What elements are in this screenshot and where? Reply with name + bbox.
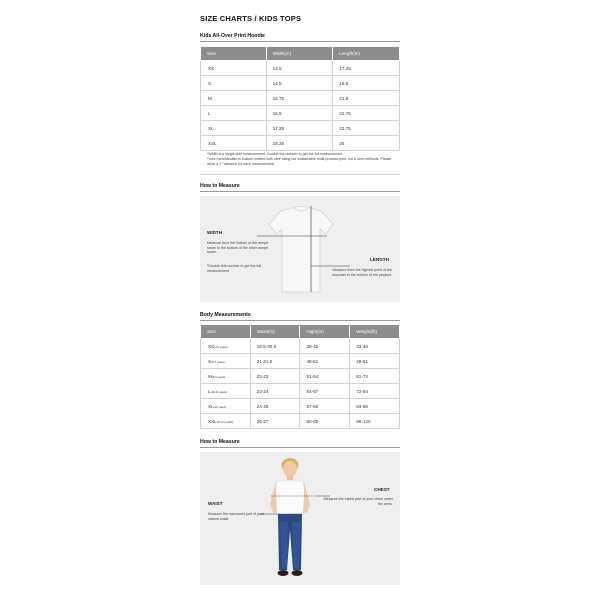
table-cell: M	[201, 91, 267, 106]
table-row	[201, 76, 400, 91]
size-label: S	[208, 358, 212, 364]
chest-heading: CHEST	[374, 487, 390, 492]
table-cell	[201, 399, 251, 414]
width-heading: WIDTH	[207, 230, 223, 235]
table-header: Size	[201, 325, 251, 339]
table-cell: 51-54	[300, 369, 350, 384]
table-cell: 17.25	[266, 121, 333, 136]
table-cell	[201, 354, 251, 369]
table-cell: 21.5	[333, 91, 400, 106]
table-header: Length(in)	[333, 47, 400, 61]
table-cell: 16.5	[266, 106, 333, 121]
table-cell: 24-25	[250, 399, 300, 414]
table-cell: 61-72	[350, 369, 400, 384]
table-cell: 17.25	[333, 61, 400, 76]
length-text: Measure from the highest point of the shoulder to the bottom of the product.	[332, 268, 392, 277]
size-label: M	[208, 373, 212, 379]
age-label: (4-5 years)	[214, 344, 228, 349]
table-cell: 25-27	[250, 414, 300, 429]
size-label: XL	[208, 403, 214, 409]
body-measurements-table	[200, 324, 400, 429]
note-line: *Width is a single side measurement. Double the number to get the full measurement.	[207, 152, 344, 156]
table-cell: 14.5	[266, 76, 333, 91]
table-cell: L	[201, 106, 267, 121]
table-cell: 60-65	[300, 414, 350, 429]
table-cell: 22.75	[333, 106, 400, 121]
how-to-measure-body-title: How to Measure	[200, 439, 240, 445]
table-header: Waist(in)	[250, 325, 300, 339]
age-label: (8-9 years)	[211, 374, 226, 379]
table-cell: S	[201, 76, 267, 91]
table-row	[201, 61, 400, 76]
table-cell	[201, 384, 251, 399]
waist-heading: WAIST	[208, 501, 223, 506]
how-to-measure-title: How to Measure	[200, 183, 240, 189]
table-header: Hight(in)	[300, 325, 350, 339]
table-row	[201, 399, 400, 414]
waist-text: Measure the narrowest part of your natural waist.	[208, 512, 264, 521]
hoodie-notes	[207, 152, 392, 167]
table-row	[201, 414, 400, 429]
table-cell	[201, 369, 251, 384]
table-cell: 96-120	[350, 414, 400, 429]
table-row	[201, 106, 400, 121]
table-row	[201, 91, 400, 106]
note-line: *Your merchandise is custom crafted with care using our sustainable multi-process print, cut & sew methods. Please allow a 1" variance for each measurement.	[207, 157, 392, 166]
length-heading: LENGTH	[370, 257, 389, 262]
size-label: XXL	[208, 418, 217, 424]
table-cell: 39-45	[300, 339, 350, 354]
table-cell: 84-96	[350, 399, 400, 414]
hoodie-size-table	[200, 46, 400, 151]
table-header: Width(in)	[266, 47, 333, 61]
table-cell: 19.5	[333, 76, 400, 91]
table-row	[201, 121, 400, 136]
table-cell: 18.25	[266, 136, 333, 151]
table-row	[201, 354, 400, 369]
age-label: (13-14 years)	[216, 419, 234, 424]
table-row	[201, 384, 400, 399]
width-note: *Double this number to get the full measurement.	[207, 264, 262, 273]
table-cell	[201, 414, 251, 429]
hoodie-section-title: Kids All-Over Print Hoodie	[200, 33, 265, 39]
size-label: XS	[208, 343, 215, 349]
table-cell: 22-23	[250, 369, 300, 384]
divider	[200, 191, 400, 192]
table-cell: 48-51	[300, 354, 350, 369]
age-label: (12 years)	[213, 404, 227, 409]
table-cell: 33-48	[350, 339, 400, 354]
table-cell: 25	[333, 136, 400, 151]
table-cell: 23-24	[250, 384, 300, 399]
age-label: (6-7 years)	[211, 359, 225, 364]
divider	[200, 41, 400, 42]
body-measure-panel	[200, 452, 400, 585]
age-label: (10-11 years)	[210, 389, 227, 394]
table-cell: 72-84	[350, 384, 400, 399]
table-row	[201, 369, 400, 384]
table-header: Size	[201, 47, 267, 61]
divider	[200, 320, 400, 321]
width-text: Measure from the bottom of the armpit seam to the bottom of the other armpit seam.	[207, 241, 269, 255]
table-cell: 23.75	[333, 121, 400, 136]
table-cell: 48-61	[350, 354, 400, 369]
body-measurements-title: Body Measurements	[200, 312, 251, 318]
table-cell	[201, 339, 251, 354]
divider	[200, 447, 400, 448]
table-cell: XL	[201, 121, 267, 136]
table-row	[201, 339, 400, 354]
shirt-measure-panel	[200, 196, 400, 302]
table-header: Weight(lb)	[350, 325, 400, 339]
table-cell: XXL	[201, 136, 267, 151]
page-title: SIZE CHARTS / KIDS TOPS	[200, 14, 302, 23]
table-cell: 13.5	[266, 61, 333, 76]
table-cell: XS	[201, 61, 267, 76]
table-cell: 57-60	[300, 399, 350, 414]
table-cell: 54-57	[300, 384, 350, 399]
chest-text: Measure the fullest part of your chest under the arms.	[323, 497, 393, 506]
table-cell: 15.75	[266, 91, 333, 106]
table-cell: 21-21.5	[250, 354, 300, 369]
table-cell: 19.5-20.5	[250, 339, 300, 354]
size-label: L	[208, 388, 211, 394]
